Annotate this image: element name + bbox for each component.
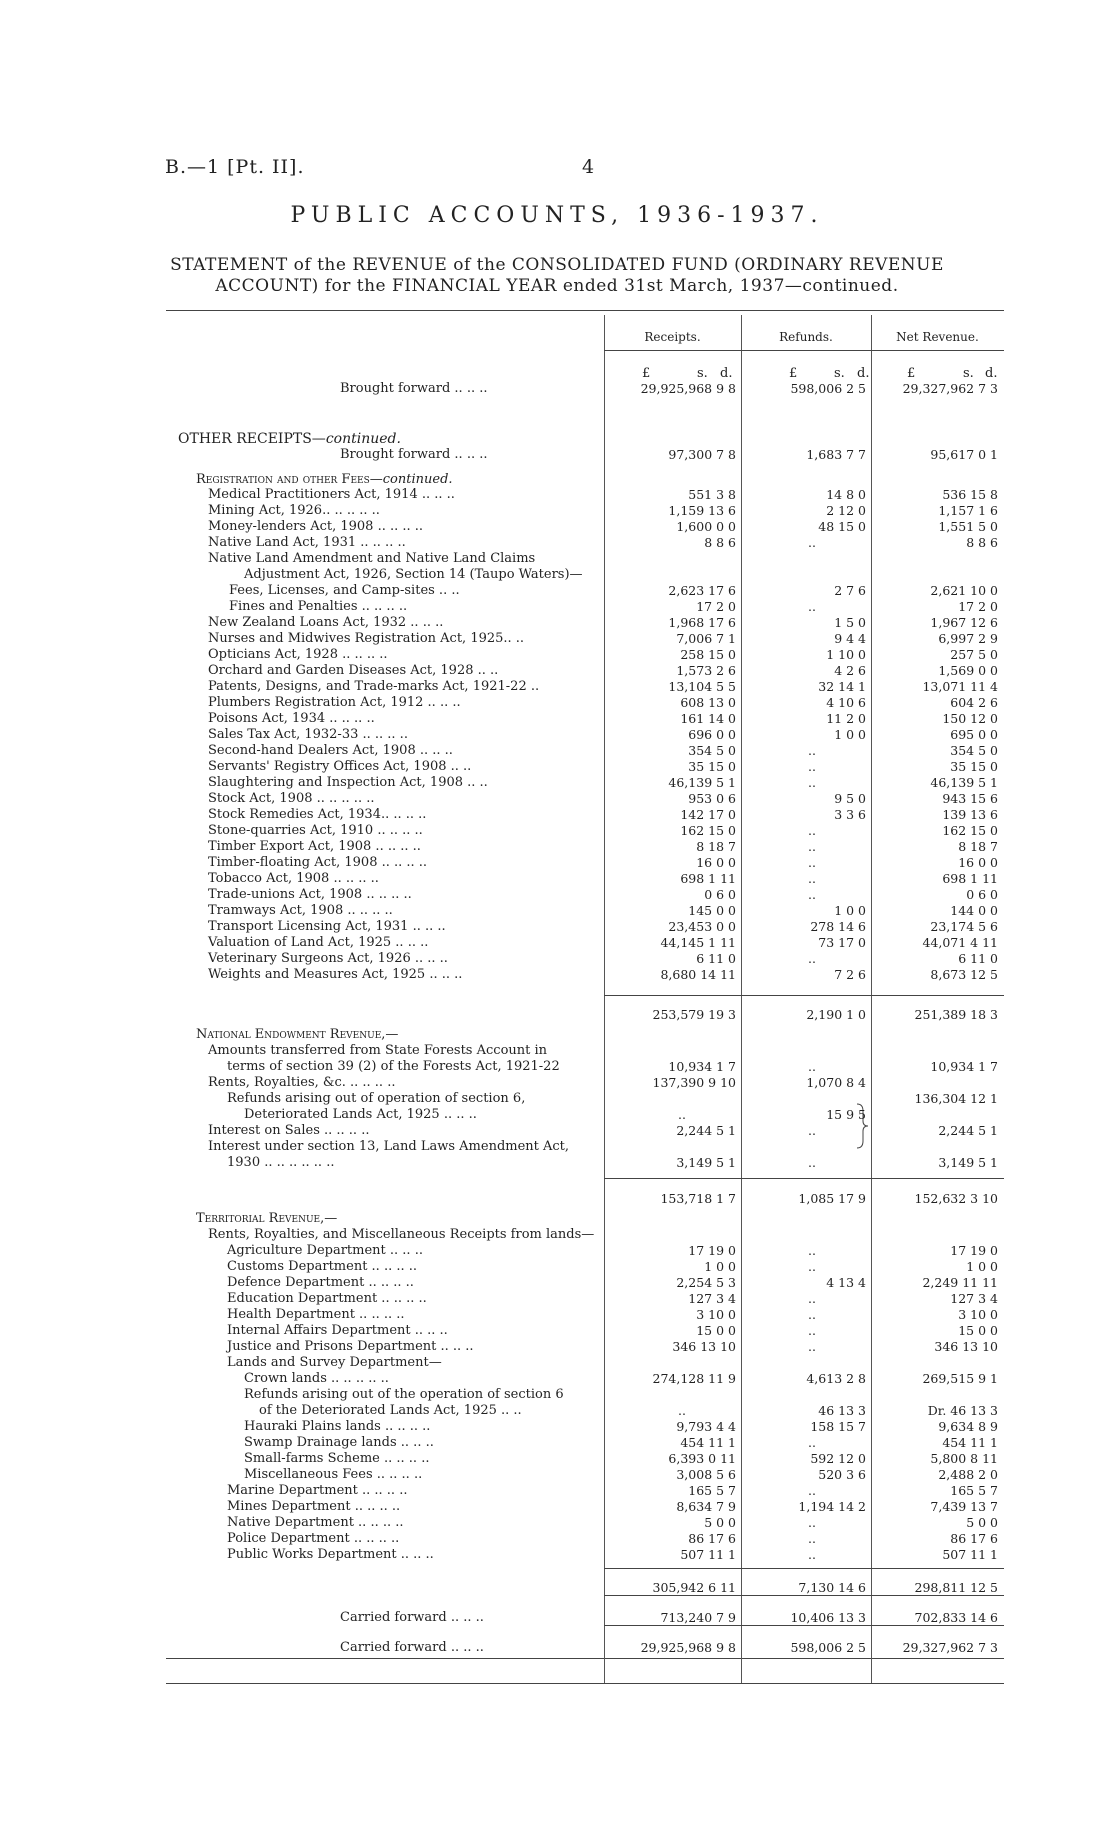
refunds-cell: 3 3 6 xyxy=(834,807,866,822)
net-revenue-cell: 698 1 11 xyxy=(942,871,998,886)
refunds-cell: 4 13 4 xyxy=(826,1275,866,1290)
row-label: Public Works Department .. .. .. xyxy=(227,1547,434,1562)
receipts-cell: 3 10 0 xyxy=(696,1307,736,1322)
net-revenue-cell: 6 11 0 xyxy=(958,951,998,966)
row-label: Interest on Sales .. .. .. .. xyxy=(208,1123,370,1138)
refunds-cell: .. xyxy=(808,823,816,838)
refunds-cell: .. xyxy=(808,1323,816,1338)
refunds-cell: .. xyxy=(808,1531,816,1546)
row-label: Mining Act, 1926.. .. .. .. .. xyxy=(208,503,380,518)
receipts-cell: 162 15 0 xyxy=(680,823,736,838)
receipts-cell: 1,600 0 0 xyxy=(676,519,736,534)
net-revenue-cell: 44,071 4 11 xyxy=(922,935,998,950)
refunds-cell: .. xyxy=(808,1059,816,1074)
net-revenue-cell: 16 0 0 xyxy=(958,855,998,870)
refunds-cell: 1 10 0 xyxy=(826,647,866,662)
row-label: Native Department .. .. .. .. xyxy=(227,1515,404,1530)
receipts-cell: 127 3 4 xyxy=(688,1291,736,1306)
subtotal-rule xyxy=(604,1568,1004,1569)
receipts-cell: 3,008 5 6 xyxy=(676,1467,736,1482)
refunds-cell: 278 14 6 xyxy=(810,919,866,934)
row-label: Health Department .. .. .. .. xyxy=(227,1307,405,1322)
net-revenue-cell: 0 6 0 xyxy=(966,887,998,902)
net-pound-unit: £ xyxy=(907,366,916,381)
net-revenue-cell: 162 15 0 xyxy=(942,823,998,838)
refunds-cell: .. xyxy=(808,1243,816,1258)
net-revenue-cell: Dr. 46 13 3 xyxy=(927,1403,998,1418)
net-revenue-cell: 2,488 2 0 xyxy=(938,1467,998,1482)
row-label: Deteriorated Lands Act, 1925 .. .. .. xyxy=(244,1107,477,1122)
row-label: Slaughtering and Inspection Act, 1908 .. .. xyxy=(208,775,488,790)
net-revenue-cell: 251,389 18 3 xyxy=(914,1007,998,1022)
refunds-cell: .. xyxy=(808,599,816,614)
row-label: Sales Tax Act, 1932-33 .. .. .. .. xyxy=(208,727,408,742)
receipts-cell: 6 11 0 xyxy=(696,951,736,966)
net-revenue-cell: 8 18 7 xyxy=(958,839,998,854)
net-revenue-cell: 269,515 9 1 xyxy=(922,1371,998,1386)
refunds-cell: .. xyxy=(808,1547,816,1562)
net-revenue-cell: 9,634 8 9 xyxy=(938,1419,998,1434)
row-label: Defence Department .. .. .. .. xyxy=(227,1275,414,1290)
net-revenue-cell: 165 5 7 xyxy=(950,1483,998,1498)
net-revenue-cell: 8,673 12 5 xyxy=(930,967,998,982)
net-revenue-cell: 5 0 0 xyxy=(966,1515,998,1530)
refunds-cell: 1 0 0 xyxy=(834,727,866,742)
row-label: Plumbers Registration Act, 1912 .. .. .. xyxy=(208,695,461,710)
receipts-cell: 3,149 5 1 xyxy=(676,1155,736,1170)
refunds-cell: .. xyxy=(808,535,816,550)
refunds-cell: .. xyxy=(808,1339,816,1354)
refunds-cell: 598,006 2 5 xyxy=(790,381,866,396)
receipts-cell: 253,579 19 3 xyxy=(652,1007,736,1022)
net-revenue-cell: 5,800 8 11 xyxy=(930,1451,998,1466)
statement-subtitle-line-2: ACCOUNT) for the FINANCIAL YEAR ended 31st March, 1937—continued. xyxy=(215,276,899,296)
receipts-cell: 551 3 8 xyxy=(688,487,736,502)
net-revenue-cell: 1,157 1 6 xyxy=(938,503,998,518)
receipts-cell: 97,300 7 8 xyxy=(668,447,736,462)
receipts-cell: 8 18 7 xyxy=(696,839,736,854)
net-revenue-cell: 86 17 6 xyxy=(950,1531,998,1546)
column-header-rule xyxy=(604,350,1004,351)
row-label: Lands and Survey Department— xyxy=(227,1355,442,1370)
refunds-cell: .. xyxy=(808,1259,816,1274)
row-label: Rents, Royalties, and Miscellaneous Receipts from lands— xyxy=(208,1227,595,1242)
receipts-cell: 1,573 2 6 xyxy=(676,663,736,678)
receipts-cell: 1,968 17 6 xyxy=(668,615,736,630)
page-number: 4 xyxy=(582,156,595,178)
net-revenue-cell: 144 0 0 xyxy=(950,903,998,918)
receipts-cell: 16 0 0 xyxy=(696,855,736,870)
receipts-cell: 29,925,968 9 8 xyxy=(640,381,736,396)
row-label: Stone-quarries Act, 1910 .. .. .. .. xyxy=(208,823,423,838)
net-revenue-cell: 8 8 6 xyxy=(966,535,998,550)
net-revenue-cell: 10,934 1 7 xyxy=(930,1059,998,1074)
page-title: PUBLIC ACCOUNTS, 1936-1937. xyxy=(290,203,824,228)
row-label: Servants' Registry Offices Act, 1908 .. .. xyxy=(208,759,472,774)
refunds-cell: 9 5 0 xyxy=(834,791,866,806)
row-label: Rents, Royalties, &c. .. .. .. .. xyxy=(208,1075,396,1090)
receipts-cell: 1 0 0 xyxy=(704,1259,736,1274)
refunds-cell: .. xyxy=(808,887,816,902)
refunds-cell: .. xyxy=(808,951,816,966)
refunds-cell: 158 15 7 xyxy=(810,1419,866,1434)
row-label: Refunds arising out of the operation of section 6 xyxy=(244,1387,564,1402)
table-top-rule xyxy=(166,310,1004,311)
row-label: Brought forward .. .. .. xyxy=(340,447,488,462)
row-label: Stock Remedies Act, 1934.. .. .. .. xyxy=(208,807,427,822)
receipts-cell: 165 5 7 xyxy=(688,1483,736,1498)
receipts-cell: 507 11 1 xyxy=(680,1547,736,1562)
row-label: Trade-unions Act, 1908 .. .. .. .. xyxy=(208,887,412,902)
refunds-cell: .. xyxy=(808,1515,816,1530)
net-revenue-cell: 257 5 0 xyxy=(950,647,998,662)
refunds-cell: 4 2 6 xyxy=(834,663,866,678)
row-label: Fees, Licenses, and Camp-sites .. .. xyxy=(229,583,460,598)
row-label: Swamp Drainage lands .. .. .. xyxy=(244,1435,434,1450)
refunds-cell: 1,683 7 7 xyxy=(806,447,866,462)
receipts-column-header: Receipts. xyxy=(644,330,701,344)
net-revenue-cell: 695 0 0 xyxy=(950,727,998,742)
receipts-cell: 44,145 1 11 xyxy=(660,935,736,950)
receipts-cell: 0 6 0 xyxy=(704,887,736,902)
net-revenue-cell: 536 15 8 xyxy=(942,487,998,502)
refunds-cell: .. xyxy=(808,1123,816,1138)
receipts-cell: .. xyxy=(678,1403,686,1418)
row-label: terms of section 39 (2) of the Forests Act, 1921-22 xyxy=(227,1059,560,1074)
refunds-cell: .. xyxy=(808,1291,816,1306)
row-label: Opticians Act, 1928 .. .. .. .. xyxy=(208,647,388,662)
refunds-cell: 15 9 5 xyxy=(826,1107,866,1122)
receipts-cell: 23,453 0 0 xyxy=(668,919,736,934)
refunds-cell: .. xyxy=(808,839,816,854)
receipts-cell: 142 17 0 xyxy=(680,807,736,822)
receipts-cell: 608 13 0 xyxy=(680,695,736,710)
subtotal-rule xyxy=(604,995,1004,996)
refunds-column-rule xyxy=(741,315,742,1683)
receipts-cell: 161 14 0 xyxy=(680,711,736,726)
net-revenue-cell: 17 2 0 xyxy=(958,599,998,614)
net-revenue-cell: 1,569 0 0 xyxy=(938,663,998,678)
receipts-cell: 696 0 0 xyxy=(688,727,736,742)
refunds-cell: 7,130 14 6 xyxy=(798,1580,866,1595)
refunds-column-header: Refunds. xyxy=(779,330,833,344)
receipts-cell: 5 0 0 xyxy=(704,1515,736,1530)
net-revenue-cell: 1,967 12 6 xyxy=(930,615,998,630)
row-label: Orchard and Garden Diseases Act, 1928 .. .. xyxy=(208,663,499,678)
receipts-cell: 1,159 13 6 xyxy=(668,503,736,518)
row-label: Refunds arising out of operation of section 6, xyxy=(227,1091,526,1106)
receipts-cell: 13,104 5 5 xyxy=(668,679,736,694)
row-label: Justice and Prisons Department .. .. .. xyxy=(227,1339,474,1354)
row-label: Carried forward .. .. .. xyxy=(340,1610,484,1625)
net-revenue-cell: 95,617 0 1 xyxy=(930,447,998,462)
receipts-cell: 86 17 6 xyxy=(688,1531,736,1546)
net-revenue-cell: 3,149 5 1 xyxy=(938,1155,998,1170)
row-label: OTHER RECEIPTS—continued. xyxy=(178,431,401,447)
row-label: Money-lenders Act, 1908 .. .. .. .. xyxy=(208,519,424,534)
row-label: Second-hand Dealers Act, 1908 .. .. .. xyxy=(208,743,453,758)
refunds-cell: 73 17 0 xyxy=(818,935,866,950)
table-bottom-rule xyxy=(166,1658,1004,1659)
net-revenue-cell: 2,244 5 1 xyxy=(938,1123,998,1138)
refunds-cell: 2 7 6 xyxy=(834,583,866,598)
refunds-cell: 1 0 0 xyxy=(834,903,866,918)
net-revenue-cell: 507 11 1 xyxy=(942,1547,998,1562)
refunds-cell: 520 3 6 xyxy=(818,1467,866,1482)
row-label: Adjustment Act, 1926, Section 14 (Taupo Waters)— xyxy=(244,567,583,582)
receipts-cell: 346 13 10 xyxy=(672,1339,736,1354)
row-label: Carried forward .. .. .. xyxy=(340,1640,484,1655)
receipts-cell: 35 15 0 xyxy=(688,759,736,774)
row-label: Transport Licensing Act, 1931 .. .. .. xyxy=(208,919,446,934)
receipts-cell: 10,934 1 7 xyxy=(668,1059,736,1074)
refunds-cell: 32 14 1 xyxy=(818,679,866,694)
net-revenue-cell: 35 15 0 xyxy=(950,759,998,774)
refunds-cell: .. xyxy=(808,871,816,886)
row-label: Tobacco Act, 1908 .. .. .. .. xyxy=(208,871,379,886)
refunds-cell: 10,406 13 3 xyxy=(790,1610,866,1625)
row-label: Fines and Penalties .. .. .. .. xyxy=(229,599,408,614)
row-label: Veterinary Surgeons Act, 1926 .. .. .. xyxy=(208,951,448,966)
refunds-cell: 4 10 6 xyxy=(826,695,866,710)
receipts-cell: 953 0 6 xyxy=(688,791,736,806)
receipts-cell: 354 5 0 xyxy=(688,743,736,758)
net-revenue-cell: 13,071 11 4 xyxy=(922,679,998,694)
refunds-cell: 7 2 6 xyxy=(834,967,866,982)
row-label: Poisons Act, 1934 .. .. .. .. xyxy=(208,711,375,726)
refunds-cell: 1,194 14 2 xyxy=(798,1499,866,1514)
receipts-cell: 137,390 9 10 xyxy=(652,1075,736,1090)
net-revenue-cell: 29,327,962 7 3 xyxy=(902,1640,998,1655)
net-revenue-cell: 3 10 0 xyxy=(958,1307,998,1322)
row-label: Valuation of Land Act, 1925 .. .. .. xyxy=(208,935,429,950)
receipts-cell: 2,244 5 1 xyxy=(676,1123,736,1138)
receipts-cell: 454 11 1 xyxy=(680,1435,736,1450)
net-revenue-cell: 23,174 5 6 xyxy=(930,919,998,934)
receipts-column-rule xyxy=(604,315,605,1683)
receipts-cell: 15 0 0 xyxy=(696,1323,736,1338)
row-label: Crown lands .. .. .. .. .. xyxy=(244,1371,389,1386)
net-revenue-cell: 136,304 12 1 xyxy=(914,1091,998,1106)
net-revenue-cell: 29,327,962 7 3 xyxy=(902,381,998,396)
receipts-cell: 145 0 0 xyxy=(688,903,736,918)
refunds-pence-unit: d. xyxy=(857,366,870,381)
net-revenue-cell: 7,439 13 7 xyxy=(930,1499,998,1514)
net-revenue-cell: 6,997 2 9 xyxy=(938,631,998,646)
net-revenue-cell: 604 2 6 xyxy=(950,695,998,710)
refunds-cell: .. xyxy=(808,1435,816,1450)
receipts-cell: 2,254 5 3 xyxy=(676,1275,736,1290)
net-shilling-unit: s. xyxy=(963,366,974,381)
refunds-cell: .. xyxy=(808,743,816,758)
row-label: Nurses and Midwives Registration Act, 1925.. .. xyxy=(208,631,525,646)
net-revenue-cell: 139 13 6 xyxy=(942,807,998,822)
refunds-cell: .. xyxy=(808,855,816,870)
row-label: Interest under section 13, Land Laws Amendment Act, xyxy=(208,1139,570,1154)
refunds-cell: .. xyxy=(808,1307,816,1322)
refunds-cell: .. xyxy=(808,1483,816,1498)
row-label: Registration and other Fees—continued. xyxy=(196,472,453,487)
net-revenue-cell: 17 19 0 xyxy=(950,1243,998,1258)
row-label: Amounts transferred from State Forests Account in xyxy=(208,1043,548,1058)
net-revenue-cell: 15 0 0 xyxy=(958,1323,998,1338)
refunds-cell: 2 12 0 xyxy=(826,503,866,518)
receipts-cell: 8,680 14 11 xyxy=(660,967,736,982)
refunds-cell: 598,006 2 5 xyxy=(790,1640,866,1655)
row-label: Internal Affairs Department .. .. .. xyxy=(227,1323,448,1338)
refunds-cell: .. xyxy=(808,759,816,774)
table-bottom-rule-2 xyxy=(166,1683,1004,1684)
row-label: Patents, Designs, and Trade-marks Act, 1921-22 .. xyxy=(208,679,540,694)
net-revenue-cell: 702,833 14 6 xyxy=(914,1610,998,1625)
row-label: Native Land Amendment and Native Land Claims xyxy=(208,551,536,566)
receipts-cell: 713,240 7 9 xyxy=(660,1610,736,1625)
receipts-cell: 6,393 0 11 xyxy=(668,1451,736,1466)
row-label: Stock Act, 1908 .. .. .. .. .. xyxy=(208,791,375,806)
row-label: Mines Department .. .. .. .. xyxy=(227,1499,401,1514)
row-label: Native Land Act, 1931 .. .. .. .. xyxy=(208,535,406,550)
net-revenue-cell: 298,811 12 5 xyxy=(914,1580,998,1595)
refunds-cell: 9 4 4 xyxy=(834,631,866,646)
receipts-cell: 8,634 7 9 xyxy=(676,1499,736,1514)
net-revenue-cell: 150 12 0 xyxy=(942,711,998,726)
row-label: Small-farms Scheme .. .. .. .. xyxy=(244,1451,430,1466)
row-label: Tramways Act, 1908 .. .. .. .. xyxy=(208,903,393,918)
refunds-cell: 592 12 0 xyxy=(810,1451,866,1466)
row-label: New Zealand Loans Act, 1932 .. .. .. xyxy=(208,615,444,630)
refunds-cell: .. xyxy=(808,775,816,790)
receipts-cell: 29,925,968 9 8 xyxy=(640,1640,736,1655)
refunds-cell: 1,070 8 4 xyxy=(806,1075,866,1090)
receipts-cell: 46,139 5 1 xyxy=(668,775,736,790)
receipts-pence-unit: d. xyxy=(720,366,733,381)
receipts-cell: 7,006 7 1 xyxy=(676,631,736,646)
row-label: Customs Department .. .. .. .. xyxy=(227,1259,418,1274)
net-revenue-cell: 127 3 4 xyxy=(950,1291,998,1306)
net-revenue-cell: 2,621 10 0 xyxy=(930,583,998,598)
receipts-pound-unit: £ xyxy=(642,366,651,381)
row-label: Timber-floating Act, 1908 .. .. .. .. xyxy=(208,855,428,870)
row-label: Agriculture Department .. .. .. xyxy=(227,1243,423,1258)
receipts-cell: 698 1 11 xyxy=(680,871,736,886)
receipts-cell: 305,942 6 11 xyxy=(652,1580,736,1595)
net-pence-unit: d. xyxy=(985,366,998,381)
net-revenue-cell: 1,551 5 0 xyxy=(938,519,998,534)
receipts-cell: 9,793 4 4 xyxy=(676,1419,736,1434)
refunds-pound-unit: £ xyxy=(789,366,798,381)
refunds-cell: 48 15 0 xyxy=(818,519,866,534)
receipts-cell: 2,623 17 6 xyxy=(668,583,736,598)
refunds-cell: 4,613 2 8 xyxy=(806,1371,866,1386)
net-revenue-cell: 943 15 6 xyxy=(942,791,998,806)
row-label: Marine Department .. .. .. .. xyxy=(227,1483,408,1498)
refunds-cell: 2,190 1 0 xyxy=(806,1007,866,1022)
refunds-cell: 46 13 3 xyxy=(818,1403,866,1418)
net-revenue-cell: 454 11 1 xyxy=(942,1435,998,1450)
row-label: Brought forward .. .. .. xyxy=(340,381,488,396)
receipts-cell: 258 15 0 xyxy=(680,647,736,662)
row-label: 1930 .. .. .. .. .. .. xyxy=(227,1155,335,1170)
net-revenue-cell: 1 0 0 xyxy=(966,1259,998,1274)
net-column-rule xyxy=(871,315,872,1683)
refunds-cell: .. xyxy=(808,1155,816,1170)
row-label: of the Deteriorated Lands Act, 1925 .. .. xyxy=(259,1403,522,1418)
row-label: Timber Export Act, 1908 .. .. .. .. xyxy=(208,839,421,854)
subtotal-rule xyxy=(604,1178,1004,1179)
receipts-cell: 17 2 0 xyxy=(696,599,736,614)
receipts-cell: .. xyxy=(678,1107,686,1122)
receipts-cell: 8 8 6 xyxy=(704,535,736,550)
receipts-cell: 17 19 0 xyxy=(688,1243,736,1258)
row-label: Weights and Measures Act, 1925 .. .. .. xyxy=(208,967,463,982)
net-revenue-cell: 46,139 5 1 xyxy=(930,775,998,790)
row-label: Territorial Revenue,— xyxy=(196,1211,338,1226)
row-label: Medical Practitioners Act, 1914 .. .. .. xyxy=(208,487,455,502)
receipts-cell: 153,718 1 7 xyxy=(660,1191,736,1206)
net-revenue-cell: 2,249 11 11 xyxy=(922,1275,998,1290)
net-revenue-cell: 354 5 0 xyxy=(950,743,998,758)
refunds-cell: 11 2 0 xyxy=(826,711,866,726)
net-column-header: Net Revenue. xyxy=(896,330,979,344)
row-label: Hauraki Plains lands .. .. .. .. xyxy=(244,1419,431,1434)
statement-subtitle-line-1: STATEMENT of the REVENUE of the CONSOLIDATED FUND (ORDINARY REVENUE xyxy=(170,255,944,275)
row-label: Education Department .. .. .. .. xyxy=(227,1291,427,1306)
page-reference: B.—1 [Pt. II]. xyxy=(165,156,305,178)
refunds-shilling-unit: s. xyxy=(834,366,845,381)
row-label: Police Department .. .. .. .. xyxy=(227,1531,400,1546)
net-revenue-cell: 346 13 10 xyxy=(934,1339,998,1354)
row-label: National Endowment Revenue,— xyxy=(196,1027,399,1042)
receipts-cell: 274,128 11 9 xyxy=(652,1371,736,1386)
refunds-cell: 1 5 0 xyxy=(834,615,866,630)
net-revenue-cell: 152,632 3 10 xyxy=(914,1191,998,1206)
receipts-shilling-unit: s. xyxy=(697,366,708,381)
refunds-cell: 1,085 17 9 xyxy=(798,1191,866,1206)
refunds-cell: 14 8 0 xyxy=(826,487,866,502)
row-label: Miscellaneous Fees .. .. .. .. xyxy=(244,1467,423,1482)
